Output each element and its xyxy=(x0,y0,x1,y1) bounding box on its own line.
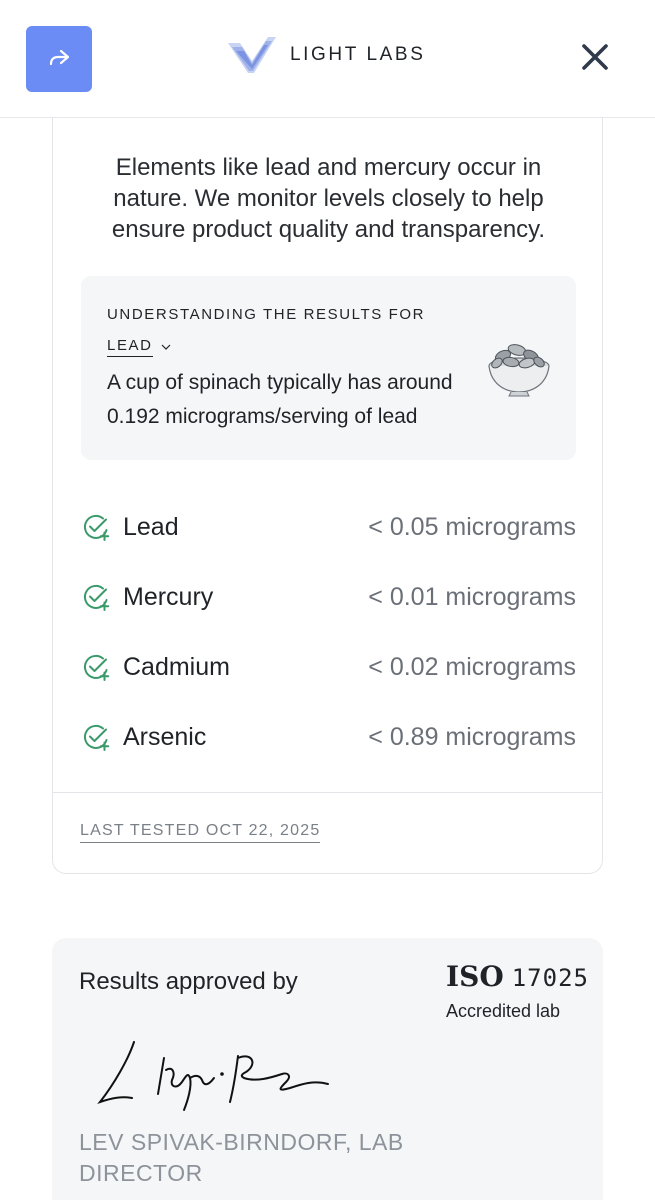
contaminant-row-mercury xyxy=(81,562,576,632)
accredited-lab-label: Accredited lab xyxy=(446,1001,561,1021)
brand-name: LIGHT LABS xyxy=(290,44,426,65)
approval-card xyxy=(52,938,603,1200)
close-button[interactable] xyxy=(574,36,616,78)
contaminant-name: Lead xyxy=(123,512,179,541)
light-labs-logo-icon xyxy=(226,35,278,75)
spinach-bowl-icon xyxy=(483,336,555,398)
card-divider xyxy=(53,792,602,793)
contaminant-name: Cadmium xyxy=(123,652,230,681)
understanding-results-panel xyxy=(81,276,576,460)
director-name: LEV SPIVAK-BIRNDORF, LAB DIRECTOR xyxy=(79,1129,404,1186)
share-button[interactable] xyxy=(26,26,92,92)
selected-element: LEAD xyxy=(107,337,153,357)
comparison-text: A cup of spinach typically has around 0.192 micrograms/serving of lead xyxy=(107,371,453,428)
contaminant-value: < 0.02 micrograms xyxy=(368,652,576,681)
chevron-down-icon xyxy=(161,344,171,350)
element-selector[interactable] xyxy=(107,337,171,357)
results-card xyxy=(52,118,603,874)
iso-badge xyxy=(446,960,589,993)
close-icon xyxy=(581,43,609,71)
contaminant-row-cadmium xyxy=(81,632,576,702)
contaminant-value: < 0.89 micrograms xyxy=(368,722,576,751)
contaminant-row-lead xyxy=(81,492,576,562)
iso-mark: ISO xyxy=(446,960,504,993)
contaminant-name: Arsenic xyxy=(123,722,207,751)
check-plus-icon xyxy=(81,652,111,682)
contaminant-name: Mercury xyxy=(123,582,214,611)
panel-eyebrow: UNDERSTANDING THE RESULTS FOR xyxy=(107,306,426,323)
iso-number: 17025 xyxy=(511,964,589,992)
share-arrow-icon xyxy=(47,48,71,70)
director-signature xyxy=(92,1036,342,1116)
contaminant-list xyxy=(81,492,576,772)
brand-logo[interactable] xyxy=(226,34,425,76)
results-intro: Elements like lead and mercury occur in nature. We monitor levels closely to help ensure product quality and transparency. xyxy=(111,154,546,243)
contaminant-row-arsenic xyxy=(81,702,576,772)
top-header xyxy=(0,0,655,118)
check-plus-icon xyxy=(81,722,111,752)
check-plus-icon xyxy=(81,582,111,612)
last-tested-link[interactable]: LAST TESTED OCT 22, 2025 xyxy=(80,822,320,843)
contaminant-value: < 0.05 micrograms xyxy=(368,512,576,541)
check-plus-icon xyxy=(81,512,111,542)
approved-by-heading: Results approved by xyxy=(79,968,298,995)
contaminant-value: < 0.01 micrograms xyxy=(368,582,576,611)
